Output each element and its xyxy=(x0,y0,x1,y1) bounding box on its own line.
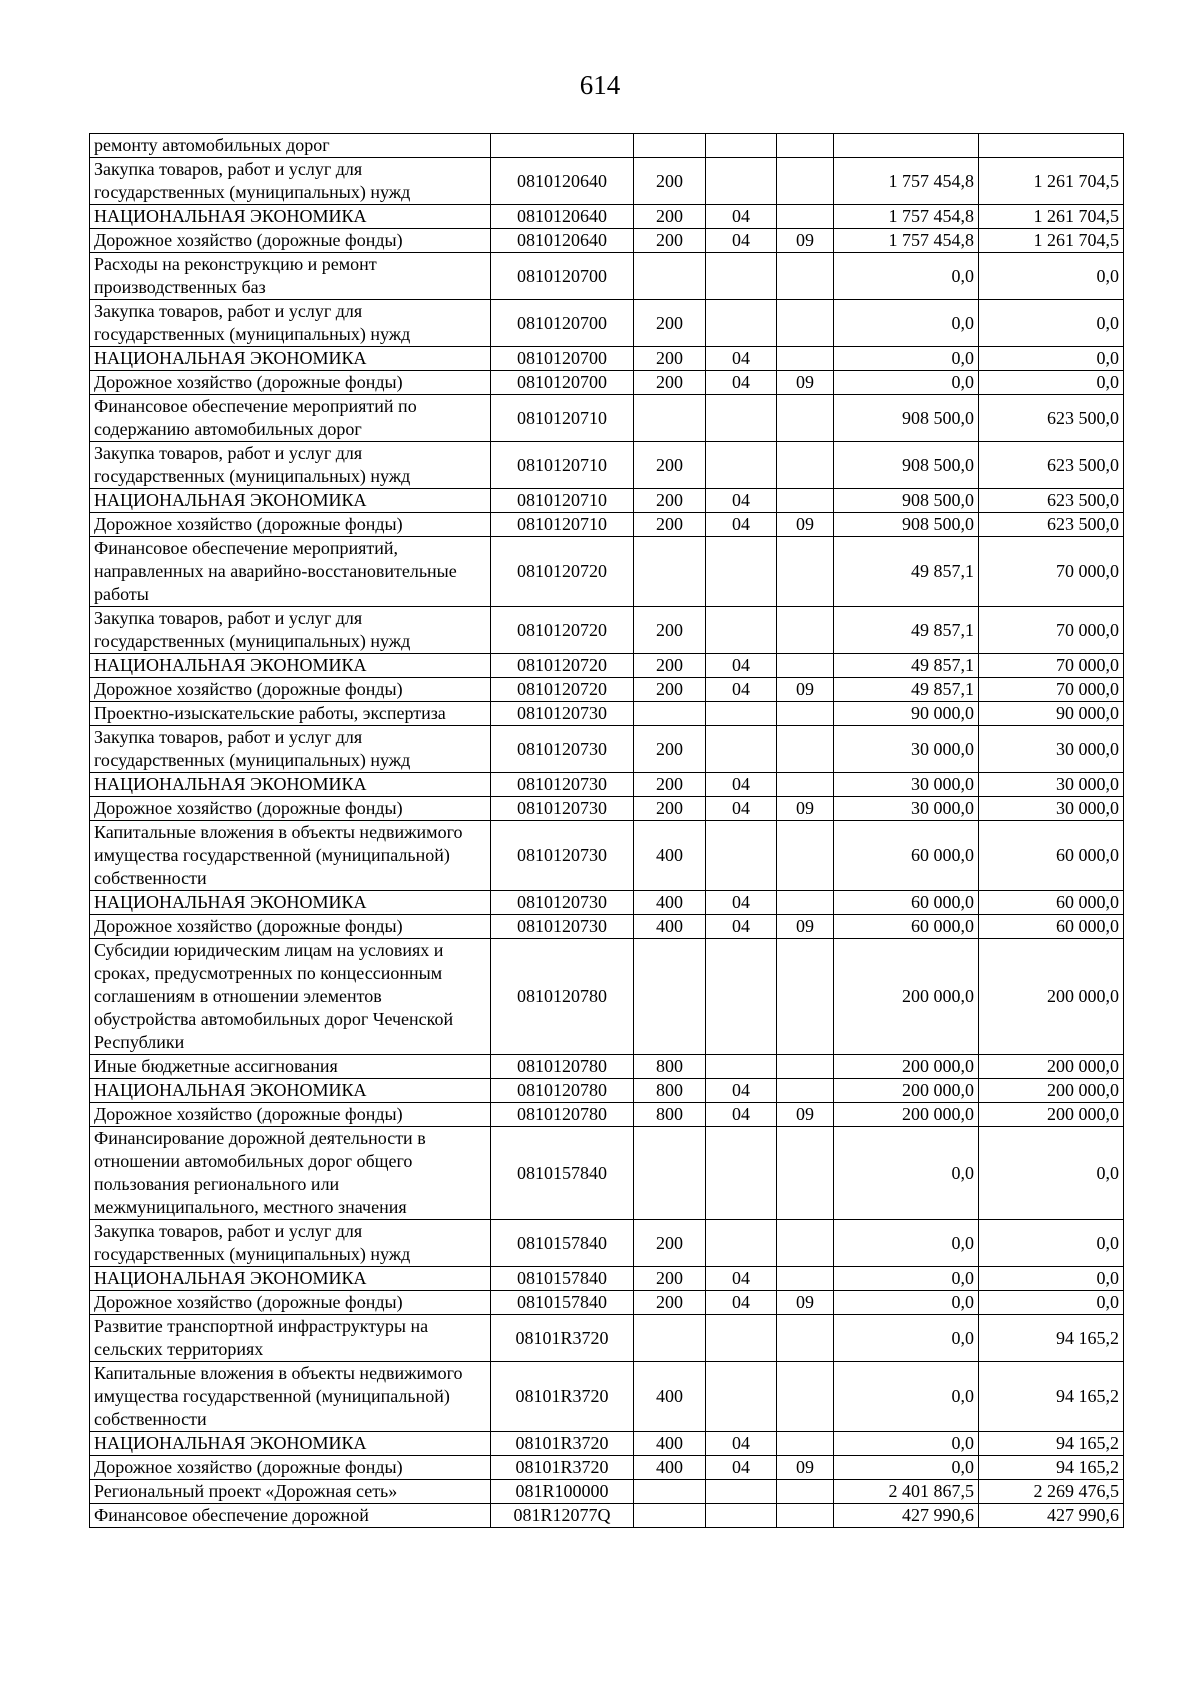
target-article-cell: 0810120720 xyxy=(491,678,634,702)
target-article-cell: 0810120710 xyxy=(491,442,634,489)
expense-type-cell xyxy=(634,1480,706,1504)
section-cell: 04 xyxy=(706,489,777,513)
item-name-cell: НАЦИОНАЛЬНАЯ ЭКОНОМИКА xyxy=(90,347,491,371)
table-row xyxy=(90,1103,1124,1127)
table-row xyxy=(90,1291,1124,1315)
expense-type-cell: 200 xyxy=(634,654,706,678)
table-row xyxy=(90,1504,1124,1528)
page-number: 614 xyxy=(579,70,621,100)
amount-year1-cell: 200 000,0 xyxy=(834,1079,979,1103)
section-cell: 04 xyxy=(706,678,777,702)
amount-year2-cell: 0,0 xyxy=(979,1220,1124,1267)
table-row xyxy=(90,773,1124,797)
section-cell: 04 xyxy=(706,1103,777,1127)
item-name-cell: Проектно-изыскательские работы, экспертиза xyxy=(90,702,491,726)
table-row xyxy=(90,654,1124,678)
item-name-cell: Расходы на реконструкцию и ремонт производственных баз xyxy=(90,253,491,300)
section-cell xyxy=(706,300,777,347)
amount-year1-cell: 49 857,1 xyxy=(834,607,979,654)
item-name-cell: Закупка товаров, работ и услуг для государственных (муниципальных) нужд xyxy=(90,300,491,347)
expense-type-cell xyxy=(634,702,706,726)
section-cell xyxy=(706,395,777,442)
amount-year1-cell: 0,0 xyxy=(834,300,979,347)
item-name-cell: НАЦИОНАЛЬНАЯ ЭКОНОМИКА xyxy=(90,773,491,797)
item-name-cell: Финансирование дорожной деятельности в отношении автомобильных дорог общего пользования регионального или межмуниципального, местного значения xyxy=(90,1127,491,1220)
target-article-cell: 0810120780 xyxy=(491,1103,634,1127)
item-name-cell: Закупка товаров, работ и услуг для государственных (муниципальных) нужд xyxy=(90,158,491,205)
expense-type-cell xyxy=(634,939,706,1055)
subsection-cell: 09 xyxy=(777,513,834,537)
expense-type-cell: 200 xyxy=(634,513,706,537)
item-name-cell: Капитальные вложения в объекты недвижимого имущества государственной (муниципальной) собственности xyxy=(90,1362,491,1432)
item-name-cell: НАЦИОНАЛЬНАЯ ЭКОНОМИКА xyxy=(90,205,491,229)
amount-year1-cell: 49 857,1 xyxy=(834,654,979,678)
expense-type-cell xyxy=(634,537,706,607)
subsection-cell xyxy=(777,489,834,513)
amount-year2-cell: 60 000,0 xyxy=(979,891,1124,915)
amount-year2-cell: 0,0 xyxy=(979,1291,1124,1315)
item-name-cell: Дорожное хозяйство (дорожные фонды) xyxy=(90,513,491,537)
expense-type-cell: 200 xyxy=(634,678,706,702)
subsection-cell xyxy=(777,1127,834,1220)
section-cell: 04 xyxy=(706,654,777,678)
amount-year2-cell: 623 500,0 xyxy=(979,513,1124,537)
expense-type-cell: 200 xyxy=(634,442,706,489)
target-article-cell: 0810120710 xyxy=(491,395,634,442)
subsection-cell xyxy=(777,1362,834,1432)
target-article-cell: 0810120700 xyxy=(491,300,634,347)
table-row xyxy=(90,797,1124,821)
item-name-cell: Закупка товаров, работ и услуг для государственных (муниципальных) нужд xyxy=(90,607,491,654)
section-cell: 04 xyxy=(706,1267,777,1291)
target-article-cell xyxy=(491,134,634,158)
subsection-cell: 09 xyxy=(777,371,834,395)
amount-year2-cell: 94 165,2 xyxy=(979,1432,1124,1456)
table-row xyxy=(90,253,1124,300)
amount-year2-cell: 0,0 xyxy=(979,1127,1124,1220)
item-name-cell: НАЦИОНАЛЬНАЯ ЭКОНОМИКА xyxy=(90,1267,491,1291)
amount-year1-cell: 49 857,1 xyxy=(834,678,979,702)
section-cell xyxy=(706,134,777,158)
expense-type-cell: 200 xyxy=(634,205,706,229)
amount-year1-cell: 0,0 xyxy=(834,1456,979,1480)
target-article-cell: 0810120700 xyxy=(491,253,634,300)
amount-year2-cell: 0,0 xyxy=(979,371,1124,395)
item-name-cell: Дорожное хозяйство (дорожные фонды) xyxy=(90,678,491,702)
subsection-cell xyxy=(777,537,834,607)
table-body xyxy=(90,134,1124,1528)
subsection-cell xyxy=(777,607,834,654)
amount-year2-cell: 0,0 xyxy=(979,300,1124,347)
target-article-cell: 0810120730 xyxy=(491,797,634,821)
table-row xyxy=(90,442,1124,489)
table-row xyxy=(90,891,1124,915)
amount-year2-cell: 30 000,0 xyxy=(979,797,1124,821)
section-cell: 04 xyxy=(706,1291,777,1315)
amount-year2-cell: 1 261 704,5 xyxy=(979,158,1124,205)
target-article-cell: 0810120730 xyxy=(491,726,634,773)
subsection-cell: 09 xyxy=(777,797,834,821)
subsection-cell xyxy=(777,1432,834,1456)
expense-type-cell: 200 xyxy=(634,158,706,205)
amount-year2-cell: 623 500,0 xyxy=(979,489,1124,513)
expense-type-cell: 200 xyxy=(634,797,706,821)
subsection-cell xyxy=(777,1315,834,1362)
subsection-cell xyxy=(777,1220,834,1267)
subsection-cell: 09 xyxy=(777,229,834,253)
amount-year1-cell: 1 757 454,8 xyxy=(834,205,979,229)
amount-year1-cell: 908 500,0 xyxy=(834,489,979,513)
item-name-cell: НАЦИОНАЛЬНАЯ ЭКОНОМИКА xyxy=(90,489,491,513)
target-article-cell: 0810157840 xyxy=(491,1127,634,1220)
subsection-cell xyxy=(777,654,834,678)
section-cell xyxy=(706,1315,777,1362)
amount-year1-cell: 908 500,0 xyxy=(834,442,979,489)
section-cell xyxy=(706,1362,777,1432)
item-name-cell: Дорожное хозяйство (дорожные фонды) xyxy=(90,1456,491,1480)
table-row xyxy=(90,1456,1124,1480)
table-row xyxy=(90,1480,1124,1504)
subsection-cell: 09 xyxy=(777,678,834,702)
section-cell xyxy=(706,702,777,726)
expense-type-cell xyxy=(634,1315,706,1362)
table-row xyxy=(90,939,1124,1055)
target-article-cell: 081R12077Q xyxy=(491,1504,634,1528)
target-article-cell: 0810120780 xyxy=(491,939,634,1055)
section-cell: 04 xyxy=(706,915,777,939)
table-row xyxy=(90,607,1124,654)
expense-type-cell: 800 xyxy=(634,1079,706,1103)
subsection-cell xyxy=(777,253,834,300)
amount-year2-cell: 200 000,0 xyxy=(979,939,1124,1055)
subsection-cell xyxy=(777,891,834,915)
item-name-cell: Закупка товаров, работ и услуг для государственных (муниципальных) нужд xyxy=(90,1220,491,1267)
item-name-cell: Дорожное хозяйство (дорожные фонды) xyxy=(90,915,491,939)
expense-type-cell xyxy=(634,1504,706,1528)
amount-year2-cell: 0,0 xyxy=(979,347,1124,371)
section-cell xyxy=(706,939,777,1055)
amount-year2-cell: 60 000,0 xyxy=(979,821,1124,891)
subsection-cell xyxy=(777,300,834,347)
amount-year2-cell: 70 000,0 xyxy=(979,654,1124,678)
expense-type-cell xyxy=(634,395,706,442)
expense-type-cell: 800 xyxy=(634,1055,706,1079)
section-cell xyxy=(706,158,777,205)
amount-year2-cell: 30 000,0 xyxy=(979,773,1124,797)
amount-year1-cell: 2 401 867,5 xyxy=(834,1480,979,1504)
section-cell: 04 xyxy=(706,797,777,821)
section-cell: 04 xyxy=(706,773,777,797)
item-name-cell: Капитальные вложения в объекты недвижимого имущества государственной (муниципальной) собственности xyxy=(90,821,491,891)
expense-type-cell xyxy=(634,1127,706,1220)
table-row xyxy=(90,1432,1124,1456)
section-cell xyxy=(706,1504,777,1528)
section-cell xyxy=(706,607,777,654)
section-cell: 04 xyxy=(706,1456,777,1480)
target-article-cell: 0810120710 xyxy=(491,489,634,513)
amount-year1-cell: 200 000,0 xyxy=(834,1103,979,1127)
amount-year2-cell: 0,0 xyxy=(979,253,1124,300)
target-article-cell: 08101R3720 xyxy=(491,1362,634,1432)
amount-year2-cell: 200 000,0 xyxy=(979,1103,1124,1127)
subsection-cell xyxy=(777,347,834,371)
expense-type-cell: 800 xyxy=(634,1103,706,1127)
subsection-cell xyxy=(777,442,834,489)
amount-year2-cell: 70 000,0 xyxy=(979,537,1124,607)
section-cell: 04 xyxy=(706,205,777,229)
expense-type-cell xyxy=(634,134,706,158)
expense-type-cell: 200 xyxy=(634,726,706,773)
subsection-cell xyxy=(777,939,834,1055)
item-name-cell: Финансовое обеспечение мероприятий по содержанию автомобильных дорог xyxy=(90,395,491,442)
table-row xyxy=(90,489,1124,513)
section-cell xyxy=(706,1480,777,1504)
table-row xyxy=(90,134,1124,158)
table-row xyxy=(90,1127,1124,1220)
expense-type-cell: 200 xyxy=(634,607,706,654)
table-row xyxy=(90,821,1124,891)
amount-year1-cell: 60 000,0 xyxy=(834,915,979,939)
subsection-cell xyxy=(777,1504,834,1528)
amount-year1-cell: 200 000,0 xyxy=(834,1055,979,1079)
table-row xyxy=(90,371,1124,395)
amount-year1-cell: 30 000,0 xyxy=(834,726,979,773)
amount-year1-cell: 427 990,6 xyxy=(834,1504,979,1528)
section-cell: 04 xyxy=(706,891,777,915)
amount-year2-cell: 70 000,0 xyxy=(979,607,1124,654)
section-cell xyxy=(706,442,777,489)
subsection-cell xyxy=(777,1267,834,1291)
amount-year1-cell: 60 000,0 xyxy=(834,821,979,891)
amount-year1-cell: 0,0 xyxy=(834,1220,979,1267)
table-row xyxy=(90,1079,1124,1103)
item-name-cell: Дорожное хозяйство (дорожные фонды) xyxy=(90,229,491,253)
item-name-cell: Субсидии юридическим лицам на условиях и сроках, предусмотренных по концессионным соглашениям в отношении элементов обустройства автомобильных дорог Чеченской Республики xyxy=(90,939,491,1055)
amount-year2-cell: 94 165,2 xyxy=(979,1456,1124,1480)
amount-year1-cell: 0,0 xyxy=(834,347,979,371)
table-row xyxy=(90,702,1124,726)
table-row xyxy=(90,537,1124,607)
amount-year2-cell: 1 261 704,5 xyxy=(979,205,1124,229)
target-article-cell: 0810120720 xyxy=(491,654,634,678)
subsection-cell xyxy=(777,726,834,773)
item-name-cell: Развитие транспортной инфраструктуры на сельских территориях xyxy=(90,1315,491,1362)
target-article-cell: 0810120720 xyxy=(491,537,634,607)
amount-year1-cell: 0,0 xyxy=(834,1315,979,1362)
amount-year1-cell: 30 000,0 xyxy=(834,773,979,797)
target-article-cell: 08101R3720 xyxy=(491,1456,634,1480)
table-row xyxy=(90,300,1124,347)
table-row xyxy=(90,678,1124,702)
table-row xyxy=(90,1362,1124,1432)
expense-type-cell: 200 xyxy=(634,229,706,253)
amount-year1-cell: 0,0 xyxy=(834,1267,979,1291)
table-row xyxy=(90,726,1124,773)
amount-year2-cell: 427 990,6 xyxy=(979,1504,1124,1528)
subsection-cell xyxy=(777,773,834,797)
target-article-cell: 0810120730 xyxy=(491,773,634,797)
target-article-cell: 0810120640 xyxy=(491,205,634,229)
target-article-cell: 08101R3720 xyxy=(491,1315,634,1362)
expense-type-cell: 200 xyxy=(634,371,706,395)
item-name-cell: Закупка товаров, работ и услуг для государственных (муниципальных) нужд xyxy=(90,442,491,489)
item-name-cell: Дорожное хозяйство (дорожные фонды) xyxy=(90,371,491,395)
target-article-cell: 0810120640 xyxy=(491,229,634,253)
expense-type-cell: 200 xyxy=(634,1291,706,1315)
item-name-cell: Дорожное хозяйство (дорожные фонды) xyxy=(90,1103,491,1127)
target-article-cell: 0810120730 xyxy=(491,891,634,915)
target-article-cell: 0810157840 xyxy=(491,1267,634,1291)
amount-year1-cell: 1 757 454,8 xyxy=(834,158,979,205)
subsection-cell xyxy=(777,1480,834,1504)
table-row xyxy=(90,1267,1124,1291)
item-name-cell: Иные бюджетные ассигнования xyxy=(90,1055,491,1079)
item-name-cell: НАЦИОНАЛЬНАЯ ЭКОНОМИКА xyxy=(90,1079,491,1103)
expense-type-cell: 200 xyxy=(634,773,706,797)
target-article-cell: 0810120780 xyxy=(491,1055,634,1079)
expense-type-cell xyxy=(634,253,706,300)
target-article-cell: 0810120710 xyxy=(491,513,634,537)
target-article-cell: 0810120720 xyxy=(491,607,634,654)
item-name-cell: Региональный проект «Дорожная сеть» xyxy=(90,1480,491,1504)
section-cell: 04 xyxy=(706,229,777,253)
amount-year1-cell: 0,0 xyxy=(834,253,979,300)
amount-year2-cell: 70 000,0 xyxy=(979,678,1124,702)
section-cell: 04 xyxy=(706,513,777,537)
item-name-cell: Дорожное хозяйство (дорожные фонды) xyxy=(90,1291,491,1315)
table-row xyxy=(90,205,1124,229)
expense-type-cell: 400 xyxy=(634,1362,706,1432)
target-article-cell: 0810120640 xyxy=(491,158,634,205)
amount-year1-cell: 0,0 xyxy=(834,1127,979,1220)
section-cell xyxy=(706,253,777,300)
amount-year1-cell: 0,0 xyxy=(834,1432,979,1456)
subsection-cell xyxy=(777,134,834,158)
item-name-cell: НАЦИОНАЛЬНАЯ ЭКОНОМИКА xyxy=(90,1432,491,1456)
amount-year2-cell: 30 000,0 xyxy=(979,726,1124,773)
section-cell xyxy=(706,726,777,773)
amount-year1-cell: 60 000,0 xyxy=(834,891,979,915)
table-row xyxy=(90,158,1124,205)
amount-year1-cell xyxy=(834,134,979,158)
section-cell: 04 xyxy=(706,347,777,371)
table-row xyxy=(90,1055,1124,1079)
section-cell xyxy=(706,1127,777,1220)
item-name-cell: Закупка товаров, работ и услуг для государственных (муниципальных) нужд xyxy=(90,726,491,773)
expense-type-cell: 400 xyxy=(634,1432,706,1456)
target-article-cell: 08101R3720 xyxy=(491,1432,634,1456)
amount-year1-cell: 908 500,0 xyxy=(834,395,979,442)
section-cell xyxy=(706,821,777,891)
subsection-cell xyxy=(777,395,834,442)
section-cell xyxy=(706,1220,777,1267)
amount-year2-cell: 1 261 704,5 xyxy=(979,229,1124,253)
amount-year2-cell: 623 500,0 xyxy=(979,395,1124,442)
subsection-cell: 09 xyxy=(777,1456,834,1480)
amount-year1-cell: 0,0 xyxy=(834,1291,979,1315)
target-article-cell: 0810120730 xyxy=(491,702,634,726)
table-row xyxy=(90,513,1124,537)
target-article-cell: 0810120730 xyxy=(491,821,634,891)
expense-type-cell: 200 xyxy=(634,1220,706,1267)
section-cell: 04 xyxy=(706,1432,777,1456)
expense-type-cell: 400 xyxy=(634,891,706,915)
amount-year2-cell: 94 165,2 xyxy=(979,1362,1124,1432)
amount-year2-cell: 94 165,2 xyxy=(979,1315,1124,1362)
item-name-cell: Финансовое обеспечение мероприятий, направленных на аварийно-восстановительные работы xyxy=(90,537,491,607)
subsection-cell: 09 xyxy=(777,1103,834,1127)
subsection-cell xyxy=(777,702,834,726)
subsection-cell: 09 xyxy=(777,915,834,939)
subsection-cell: 09 xyxy=(777,1291,834,1315)
target-article-cell: 0810120700 xyxy=(491,371,634,395)
table-row xyxy=(90,915,1124,939)
amount-year1-cell: 49 857,1 xyxy=(834,537,979,607)
amount-year1-cell: 1 757 454,8 xyxy=(834,229,979,253)
target-article-cell: 0810157840 xyxy=(491,1291,634,1315)
expense-type-cell: 200 xyxy=(634,1267,706,1291)
subsection-cell xyxy=(777,205,834,229)
amount-year1-cell: 30 000,0 xyxy=(834,797,979,821)
table-row xyxy=(90,229,1124,253)
expense-type-cell: 200 xyxy=(634,347,706,371)
expense-type-cell: 400 xyxy=(634,915,706,939)
amount-year1-cell: 0,0 xyxy=(834,371,979,395)
amount-year1-cell: 200 000,0 xyxy=(834,939,979,1055)
item-name-cell: НАЦИОНАЛЬНАЯ ЭКОНОМИКА xyxy=(90,654,491,678)
amount-year2-cell: 60 000,0 xyxy=(979,915,1124,939)
section-cell: 04 xyxy=(706,1079,777,1103)
section-cell xyxy=(706,1055,777,1079)
subsection-cell xyxy=(777,1055,834,1079)
subsection-cell xyxy=(777,1079,834,1103)
amount-year1-cell: 90 000,0 xyxy=(834,702,979,726)
table-row xyxy=(90,347,1124,371)
target-article-cell: 081R100000 xyxy=(491,1480,634,1504)
expense-type-cell: 400 xyxy=(634,1456,706,1480)
target-article-cell: 0810157840 xyxy=(491,1220,634,1267)
amount-year1-cell: 0,0 xyxy=(834,1362,979,1432)
expense-type-cell: 200 xyxy=(634,489,706,513)
item-name-cell: ремонту автомобильных дорог xyxy=(90,134,491,158)
item-name-cell: НАЦИОНАЛЬНАЯ ЭКОНОМИКА xyxy=(90,891,491,915)
item-name-cell: Финансовое обеспечение дорожной xyxy=(90,1504,491,1528)
amount-year2-cell: 2 269 476,5 xyxy=(979,1480,1124,1504)
section-cell xyxy=(706,537,777,607)
expense-type-cell: 400 xyxy=(634,821,706,891)
table-row xyxy=(90,1220,1124,1267)
amount-year1-cell: 908 500,0 xyxy=(834,513,979,537)
section-cell: 04 xyxy=(706,371,777,395)
target-article-cell: 0810120730 xyxy=(491,915,634,939)
amount-year2-cell: 200 000,0 xyxy=(979,1055,1124,1079)
subsection-cell xyxy=(777,821,834,891)
subsection-cell xyxy=(777,158,834,205)
amount-year2-cell xyxy=(979,134,1124,158)
amount-year2-cell: 0,0 xyxy=(979,1267,1124,1291)
table-row xyxy=(90,395,1124,442)
amount-year2-cell: 200 000,0 xyxy=(979,1079,1124,1103)
amount-year2-cell: 623 500,0 xyxy=(979,442,1124,489)
item-name-cell: Дорожное хозяйство (дорожные фонды) xyxy=(90,797,491,821)
expense-type-cell: 200 xyxy=(634,300,706,347)
target-article-cell: 0810120700 xyxy=(491,347,634,371)
budget-table xyxy=(89,133,1124,1528)
table-row xyxy=(90,1315,1124,1362)
target-article-cell: 0810120780 xyxy=(491,1079,634,1103)
amount-year2-cell: 90 000,0 xyxy=(979,702,1124,726)
